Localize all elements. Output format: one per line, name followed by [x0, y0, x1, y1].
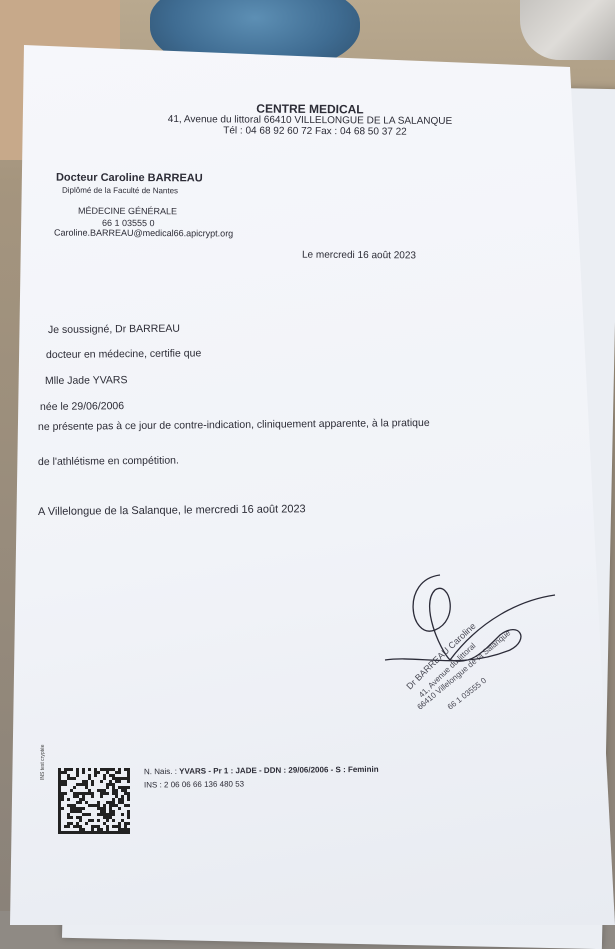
code-module [88, 777, 91, 780]
code-module [79, 810, 82, 813]
code-module [97, 819, 100, 822]
code-module [82, 807, 85, 810]
code-module [67, 804, 70, 807]
code-module [109, 774, 112, 777]
doctor-diploma: Diplômé de la Faculté de Nantes [61, 185, 179, 196]
code-module [100, 795, 103, 798]
code-module [64, 831, 67, 834]
code-module [76, 810, 79, 813]
code-module [100, 792, 103, 795]
code-module [85, 780, 88, 783]
code-module [64, 792, 67, 795]
code-module [127, 771, 130, 774]
code-module [94, 825, 97, 828]
code-module [103, 768, 106, 771]
code-module [118, 768, 121, 771]
code-module [70, 831, 73, 834]
code-module [112, 819, 115, 822]
code-module [91, 804, 94, 807]
code-module [76, 822, 79, 825]
code-module [73, 795, 76, 798]
code-module [73, 825, 76, 828]
body-line-patient: Mlle Jade YVARS [44, 374, 128, 387]
code-module [112, 777, 115, 780]
code-module [76, 783, 79, 786]
code-module [85, 822, 88, 825]
footer-prefix: N. Nais. : [143, 766, 177, 777]
center-name: CENTRE MEDICAL [256, 101, 364, 117]
code-module [70, 768, 73, 771]
code-module [121, 831, 124, 834]
code-module [112, 786, 115, 789]
code-module [106, 801, 109, 804]
code-module [103, 816, 106, 819]
code-module [127, 798, 130, 801]
code-module [70, 807, 73, 810]
code-module [76, 771, 79, 774]
code-module [85, 831, 88, 834]
code-module [58, 783, 61, 786]
code-module [112, 774, 115, 777]
code-module [76, 774, 79, 777]
code-module [100, 810, 103, 813]
code-module [82, 783, 85, 786]
code-module [58, 813, 61, 816]
code-module [61, 780, 64, 783]
code-module [73, 777, 76, 780]
code-module [58, 798, 61, 801]
code-module [109, 801, 112, 804]
code-module [73, 786, 76, 789]
code-module [124, 789, 127, 792]
code-module [67, 774, 70, 777]
code-module [94, 771, 97, 774]
code-module [103, 774, 106, 777]
code-module [127, 816, 130, 819]
code-module [94, 831, 97, 834]
code-module [127, 822, 130, 825]
code-module [100, 780, 103, 783]
code-module [127, 810, 130, 813]
code-module [109, 813, 112, 816]
code-module [58, 816, 61, 819]
code-module [124, 792, 127, 795]
code-module [115, 771, 118, 774]
code-module [76, 768, 79, 771]
code-module [85, 783, 88, 786]
body-line-birthdate: née le 29/06/2006 [39, 400, 125, 413]
code-module [82, 795, 85, 798]
code-module [127, 813, 130, 816]
code-module [70, 816, 73, 819]
doctor-email: Caroline.BARREAU@medical66.apicrypt.org [53, 227, 234, 239]
code-module [88, 813, 91, 816]
code-module [64, 771, 67, 774]
code-module [124, 804, 127, 807]
code-module [106, 771, 109, 774]
doctor-name: Docteur Caroline BARREAU [55, 171, 203, 185]
code-module [67, 798, 70, 801]
code-module [103, 804, 106, 807]
code-module [109, 768, 112, 771]
code-module [118, 780, 121, 783]
code-module [97, 789, 100, 792]
code-module [124, 825, 127, 828]
body-line-signatory: Je soussigné, Dr BARREAU [47, 322, 180, 336]
code-module [82, 831, 85, 834]
code-module [121, 798, 124, 801]
code-module [112, 792, 115, 795]
code-module [64, 783, 67, 786]
code-module [127, 792, 130, 795]
code-module [124, 786, 127, 789]
code-module [73, 792, 76, 795]
code-module [70, 777, 73, 780]
code-module [121, 819, 124, 822]
code-module [58, 822, 61, 825]
code-module [79, 819, 82, 822]
code-module [85, 786, 88, 789]
signature-stamp [380, 560, 560, 720]
code-module [85, 792, 88, 795]
code-module [121, 795, 124, 798]
code-module [97, 807, 100, 810]
code-module [61, 771, 64, 774]
code-module [118, 786, 121, 789]
code-module [73, 804, 76, 807]
code-module [82, 780, 85, 783]
code-module [115, 789, 118, 792]
code-module [127, 804, 130, 807]
code-module [112, 783, 115, 786]
code-module [73, 810, 76, 813]
code-module [58, 828, 61, 831]
code-module [127, 774, 130, 777]
code-module [91, 819, 94, 822]
code-module [106, 792, 109, 795]
code-module [82, 828, 85, 831]
code-module [127, 777, 130, 780]
qr-side-label: INS test cryptée [40, 744, 46, 780]
code-module [64, 780, 67, 783]
code-module [79, 828, 82, 831]
code-module [118, 777, 121, 780]
code-module [97, 831, 100, 834]
code-module [112, 804, 115, 807]
code-module [124, 822, 127, 825]
code-module [91, 783, 94, 786]
code-module [115, 780, 118, 783]
code-module [61, 831, 64, 834]
code-module [109, 810, 112, 813]
code-module [70, 789, 73, 792]
code-module [58, 807, 61, 810]
code-module [100, 828, 103, 831]
code-module [97, 804, 100, 807]
code-module [103, 807, 106, 810]
code-module [91, 780, 94, 783]
code-module [100, 831, 103, 834]
code-module [109, 807, 112, 810]
code-module [124, 828, 127, 831]
code-module [118, 798, 121, 801]
code-module [91, 828, 94, 831]
code-module [124, 768, 127, 771]
code-module [97, 813, 100, 816]
code-module [118, 825, 121, 828]
code-module [76, 831, 79, 834]
code-module [121, 777, 124, 780]
code-module [67, 768, 70, 771]
code-module [109, 816, 112, 819]
code-module [79, 825, 82, 828]
document-date: Le mercredi 16 août 2023 [301, 249, 417, 262]
code-module [121, 786, 124, 789]
code-module [100, 807, 103, 810]
code-module [88, 789, 91, 792]
code-module [115, 831, 118, 834]
code-module [61, 783, 64, 786]
code-module [76, 816, 79, 819]
datamatrix-code [58, 768, 130, 834]
code-module [100, 813, 103, 816]
code-module [121, 813, 124, 816]
code-module [58, 801, 61, 804]
code-module [70, 810, 73, 813]
code-module [58, 810, 61, 813]
doctor-rpps: 66 1 03555 0 [101, 217, 155, 229]
code-module [115, 825, 118, 828]
code-module [97, 825, 100, 828]
code-module [67, 831, 70, 834]
code-module [112, 798, 115, 801]
center-phones: Tél : 04 68 92 60 72 Fax : 04 68 50 37 22 [223, 125, 407, 138]
code-module [82, 792, 85, 795]
code-module [58, 768, 61, 771]
code-module [82, 798, 85, 801]
code-module [106, 831, 109, 834]
stamp-line-4: 66 1 03555 0 [445, 675, 489, 712]
code-module [79, 816, 82, 819]
code-module [58, 795, 61, 798]
code-module [106, 813, 109, 816]
code-module [73, 807, 76, 810]
code-module [118, 801, 121, 804]
code-module [58, 786, 61, 789]
code-module [76, 825, 79, 828]
code-module [79, 807, 82, 810]
code-module [103, 792, 106, 795]
code-module [109, 831, 112, 834]
code-module [88, 831, 91, 834]
code-module [103, 822, 106, 825]
code-module [79, 831, 82, 834]
code-module [58, 819, 61, 822]
code-module [85, 801, 88, 804]
code-module [127, 831, 130, 834]
place-and-date: A Villelongue de la Salanque, le mercredi 16 août 2023 [37, 503, 306, 518]
code-module [94, 804, 97, 807]
code-module [118, 831, 121, 834]
code-module [112, 813, 115, 816]
body-line-sport: de l'athlétisme en compétition. [37, 454, 179, 468]
code-module [118, 828, 121, 831]
code-module [118, 807, 121, 810]
code-module [85, 813, 88, 816]
code-module [67, 822, 70, 825]
code-module [58, 825, 61, 828]
code-module [94, 774, 97, 777]
code-module [82, 768, 85, 771]
code-module [61, 807, 64, 810]
code-module [103, 777, 106, 780]
code-module [127, 786, 130, 789]
code-module [106, 828, 109, 831]
code-module [58, 780, 61, 783]
code-module [94, 768, 97, 771]
code-module [112, 810, 115, 813]
code-module [61, 792, 64, 795]
code-module [112, 831, 115, 834]
code-module [91, 831, 94, 834]
code-module [76, 795, 79, 798]
code-module [58, 831, 61, 834]
code-module [106, 819, 109, 822]
code-module [106, 816, 109, 819]
code-module [106, 825, 109, 828]
code-module [97, 828, 100, 831]
code-module [82, 813, 85, 816]
code-module [103, 813, 106, 816]
stamp-line-3: 66410 Villelongue de la Salanque [415, 628, 513, 712]
code-module [121, 801, 124, 804]
code-module [109, 783, 112, 786]
code-module [91, 792, 94, 795]
code-module [76, 807, 79, 810]
code-module [118, 771, 121, 774]
code-module [127, 780, 130, 783]
code-module [106, 768, 109, 771]
code-module [121, 828, 124, 831]
footer-patient-value: YVARS - Pr 1 : JADE - DDN : 29/06/2006 - S : Feminin [179, 764, 379, 776]
code-module [115, 777, 118, 780]
code-module [58, 792, 61, 795]
code-module [79, 783, 82, 786]
code-module [61, 798, 64, 801]
code-module [97, 801, 100, 804]
stamp-line-1: Dr BARREAU Caroline [404, 620, 478, 692]
code-module [58, 789, 61, 792]
code-module [64, 825, 67, 828]
code-module [109, 780, 112, 783]
code-module [124, 831, 127, 834]
code-module [76, 792, 79, 795]
code-module [115, 804, 118, 807]
code-module [115, 792, 118, 795]
code-module [79, 801, 82, 804]
code-module [79, 798, 82, 801]
code-module [118, 822, 121, 825]
code-module [103, 831, 106, 834]
code-module [127, 828, 130, 831]
code-module [70, 822, 73, 825]
code-module [112, 801, 115, 804]
body-line-certify: docteur en médecine, certifie que [45, 347, 202, 361]
code-module [73, 831, 76, 834]
code-module [127, 795, 130, 798]
code-module [100, 768, 103, 771]
code-module [106, 786, 109, 789]
code-module [88, 768, 91, 771]
code-module [115, 795, 118, 798]
code-module [112, 789, 115, 792]
code-module [88, 804, 91, 807]
code-module [79, 792, 82, 795]
code-module [88, 819, 91, 822]
code-module [58, 804, 61, 807]
code-module [58, 774, 61, 777]
code-module [76, 801, 79, 804]
stamp-line-2: 41, Avenue du littoral [417, 641, 478, 700]
code-module [103, 789, 106, 792]
code-module [100, 789, 103, 792]
code-module [106, 783, 109, 786]
plastic-wrap [520, 0, 615, 60]
footer-ins-line: INS : 2 06 06 66 136 480 53 [143, 779, 245, 790]
code-module [88, 792, 91, 795]
body-line-statement: ne présente pas à ce jour de contre-indication, cliniquement apparente, à la pratique [37, 416, 430, 433]
code-module [103, 810, 106, 813]
code-module [67, 825, 70, 828]
code-module [64, 768, 67, 771]
code-module [91, 795, 94, 798]
code-module [112, 825, 115, 828]
code-module [112, 768, 115, 771]
code-module [88, 774, 91, 777]
code-module [109, 804, 112, 807]
code-module [127, 768, 130, 771]
code-module [58, 771, 61, 774]
center-address: 41, Avenue du littoral 66410 VILLELONGUE DE LA SALANQUE [167, 114, 453, 127]
code-module [67, 813, 70, 816]
doctor-specialty: MÉDECINE GÉNÉRALE [77, 205, 178, 217]
code-module [91, 825, 94, 828]
code-module [97, 771, 100, 774]
code-module [70, 804, 73, 807]
code-module [61, 795, 64, 798]
code-module [58, 777, 61, 780]
code-module [124, 777, 127, 780]
code-module [121, 789, 124, 792]
code-module [82, 771, 85, 774]
code-module [67, 777, 70, 780]
code-module [67, 816, 70, 819]
